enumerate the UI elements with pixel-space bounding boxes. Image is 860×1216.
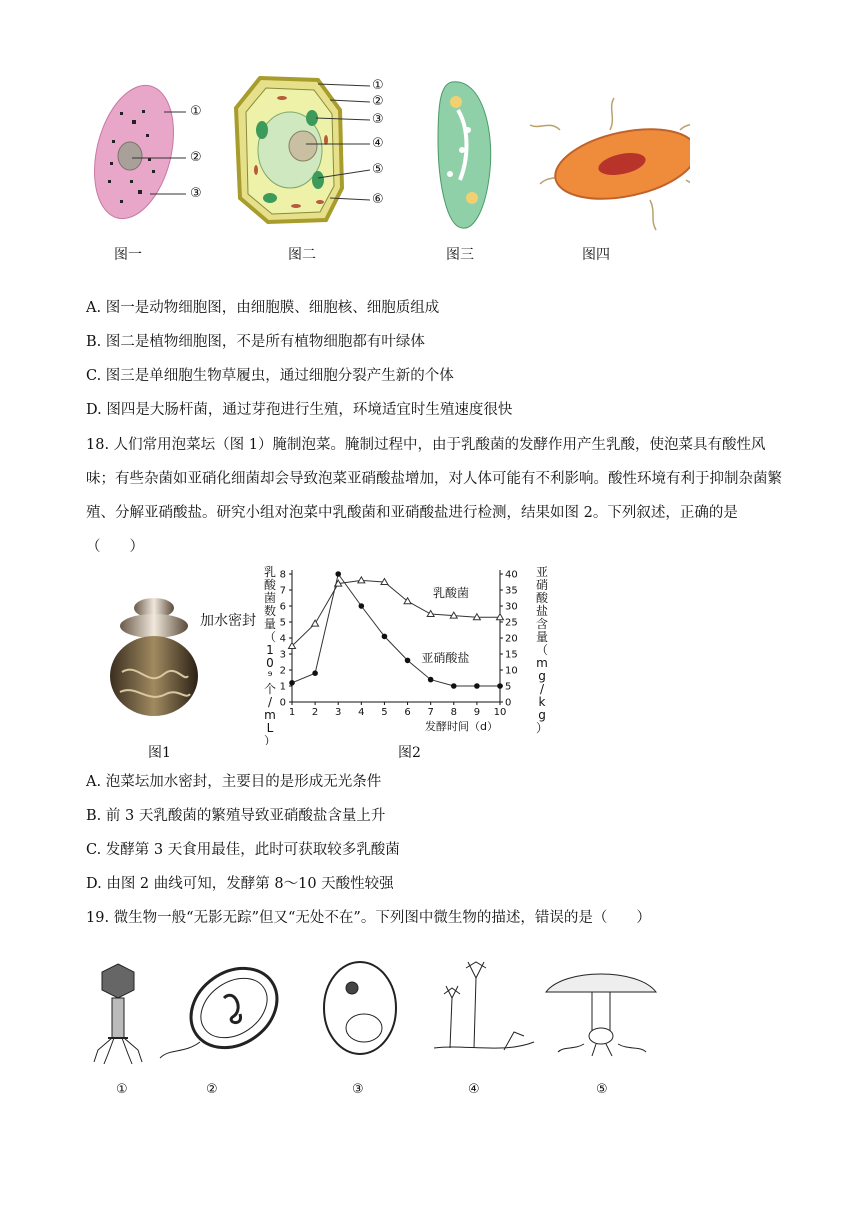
- caption-fig3: 图三: [446, 247, 474, 263]
- caption-fig2: 图二: [288, 247, 316, 263]
- axis-label-char: 酸: [535, 591, 549, 605]
- fig2-label-4: ④: [372, 136, 384, 151]
- axis-label-char: /: [267, 695, 273, 709]
- q17-option-a: A. 图一是动物细胞图，由细胞膜、细胞核、细胞质组成: [86, 300, 440, 316]
- animal-cell-image: [90, 77, 186, 227]
- q17-option-b: B. 图二是植物细胞图，不是所有植物细胞都有叶绿体: [86, 334, 425, 350]
- x-tick-label: 3: [335, 707, 342, 718]
- q17-option-c: C. 图三是单细胞生物草履虫，通过细胞分裂产生新的个体: [86, 368, 454, 384]
- yeast-image: [324, 962, 396, 1054]
- y-right-tick-label: 35: [505, 585, 518, 597]
- data-point-dot: [312, 670, 318, 676]
- q19-stem: 19. 微生物一般“无影无踪”但又“无处不在”。下列图中微生物的描述，错误的是（ ）: [86, 910, 651, 926]
- caption-q18-fig2: 图2: [398, 745, 421, 761]
- data-point-triangle: [312, 620, 319, 626]
- axis-label-char: /: [539, 682, 545, 696]
- axis-label-char: 数: [263, 604, 277, 618]
- y-left-tick-label: 4: [279, 633, 286, 645]
- axis-label-char: g: [538, 669, 546, 683]
- axis-label-char: 亚: [535, 565, 549, 579]
- q18-stem: 18. 人们常用泡菜坛（图 1）腌制泡菜。腌制过程中，由于乳酸菌的发酵作用产生乳酸，使泡菜具有酸性风味；有些杂菌如亚硝化细菌却会导致泡菜亚硝酸盐增加，对人体可能有不利影响。酸性环境有利于抑制杂菌繁殖、分解亚硝酸盐。研究小组对泡菜中乳酸菌和亚硝酸盐进行检测，结果如图 2。下列叙述，正确的是（ ）: [86, 437, 782, 555]
- axis-label-char: k: [538, 695, 546, 709]
- caption-fig1: 图一: [114, 247, 142, 263]
- x-tick-label: 6: [404, 707, 411, 718]
- cell-illustrations: [90, 70, 690, 235]
- data-point-dot: [474, 683, 480, 689]
- y-right-tick-label: 40: [505, 569, 518, 581]
- fig1-label-1: ①: [190, 104, 202, 119]
- x-axis-label: 发酵时间（d）: [425, 720, 498, 733]
- jar-seal-label: 加水密封: [200, 613, 256, 629]
- q19-label-5: ⑤: [596, 1082, 608, 1097]
- y-left-tick-label: 1: [279, 681, 286, 693]
- mushroom-image: [546, 974, 656, 1056]
- y-right-tick-label: 0: [505, 697, 512, 709]
- fig1-label-3: ③: [190, 186, 202, 201]
- data-point-dot: [405, 658, 411, 664]
- data-point-triangle: [427, 611, 434, 617]
- x-tick-label: 7: [427, 707, 434, 718]
- plot-area: [280, 570, 518, 734]
- y-right-tick-label: 25: [505, 617, 518, 629]
- fig2-label-1: ①: [372, 78, 384, 93]
- x-tick-label: 2: [311, 707, 319, 718]
- axis-label-char: 量: [263, 617, 277, 631]
- q19-label-4: ④: [468, 1082, 480, 1097]
- axis-label-char: 菌: [263, 591, 277, 605]
- data-point-dot: [289, 680, 295, 686]
- q18-option-c: C. 发酵第 3 天食用最佳，此时可获取较多乳酸菌: [86, 842, 400, 858]
- fermentation-chart: [250, 560, 570, 745]
- q18-option-b: B. 前 3 天乳酸菌的繁殖导致亚硝酸盐含量上升: [86, 808, 386, 824]
- axis-label-char: g: [538, 708, 546, 722]
- q17-option-d: D. 图四是大肠杆菌，通过芽孢进行生殖，环境适宜时生殖速度很快: [86, 402, 513, 418]
- caption-q18-fig1: 图1: [148, 745, 171, 761]
- mold-image: [434, 962, 534, 1050]
- axis-label-char: 量: [535, 630, 549, 644]
- axis-label-char: 硝: [535, 578, 549, 592]
- bacterium-image: [160, 958, 292, 1064]
- y-right-tick-label: 30: [505, 601, 518, 613]
- axis-label-char: 盐: [535, 604, 549, 618]
- fig2-label-2: ②: [372, 94, 384, 109]
- y-left-tick-label: 2: [279, 665, 286, 677]
- caption-fig4: 图四: [582, 247, 610, 263]
- fig1-label-2: ②: [190, 150, 202, 165]
- axis-label-char: ⁹: [267, 669, 273, 683]
- x-tick-label: 9: [473, 707, 481, 718]
- y-right-tick-label: 15: [505, 649, 518, 661]
- q19-label-2: ②: [206, 1082, 218, 1097]
- data-point-dot: [359, 603, 365, 609]
- data-point-dot: [382, 634, 388, 640]
- axis-label-char: （: [535, 643, 549, 657]
- bacteriophage-image: [94, 964, 142, 1064]
- ecoli-image: [530, 98, 690, 230]
- microbe-illustrations: [84, 958, 674, 1068]
- data-point-dot: [451, 683, 457, 689]
- axis-label-char: ）: [263, 734, 277, 745]
- data-point-dot: [497, 683, 503, 689]
- y-left-tick-label: 3: [279, 649, 286, 661]
- axis-label-char: （: [263, 630, 277, 644]
- axis-label-char: 0: [266, 656, 274, 670]
- axis-label-char: 乳: [263, 565, 277, 579]
- y-left-tick-label: 6: [279, 601, 286, 613]
- x-tick-label: 1: [288, 707, 296, 718]
- axis-label-char: m: [264, 708, 276, 722]
- paramecium-image: [438, 82, 491, 228]
- y-left-tick-label: 7: [279, 585, 286, 597]
- x-tick-label: 8: [450, 707, 457, 718]
- data-point-dot: [335, 571, 341, 577]
- y-left-tick-label: 0: [279, 697, 286, 709]
- q18-option-a: A. 泡菜坛加水密封，主要目的是形成无光条件: [86, 774, 382, 790]
- axis-label-char: m: [536, 656, 548, 670]
- axis-label-char: 1: [266, 643, 274, 657]
- q19-label-1: ①: [116, 1082, 128, 1097]
- y-right-axis-label: [536, 565, 549, 735]
- y-right-tick-label: 5: [505, 681, 512, 693]
- x-tick-label: 10: [493, 707, 507, 718]
- axis-label-char: 含: [535, 617, 549, 631]
- pickle-jar-image: [108, 592, 203, 727]
- y-left-axis-label: [264, 565, 277, 745]
- fig2-label-3: ③: [372, 112, 384, 127]
- q19-label-3: ③: [352, 1082, 364, 1097]
- plant-cell-image: [236, 78, 370, 222]
- y-left-tick-label: 8: [279, 569, 286, 581]
- data-point-dot: [428, 677, 434, 683]
- axis-label-char: 个: [263, 682, 277, 696]
- axis-label-char: 酸: [263, 578, 277, 592]
- q18-option-d: D. 由图 2 曲线可知，发酵第 8～10 天酸性较强: [86, 876, 394, 892]
- y-right-tick-label: 10: [505, 665, 518, 677]
- fig2-label-6: ⑥: [372, 192, 384, 207]
- x-tick-label: 5: [381, 707, 388, 718]
- x-tick-label: 4: [358, 707, 365, 718]
- data-point-triangle: [358, 577, 365, 583]
- series-label-lactobacillus: 乳酸菌: [432, 586, 469, 601]
- y-right-tick-label: 20: [505, 633, 518, 645]
- y-left-tick-label: 5: [279, 617, 286, 629]
- fig2-label-5: ⑤: [372, 162, 384, 177]
- axis-label-char: L: [266, 721, 274, 735]
- series-label-nitrite: 亚硝酸盐: [421, 651, 470, 665]
- axis-label-char: ）: [535, 721, 549, 735]
